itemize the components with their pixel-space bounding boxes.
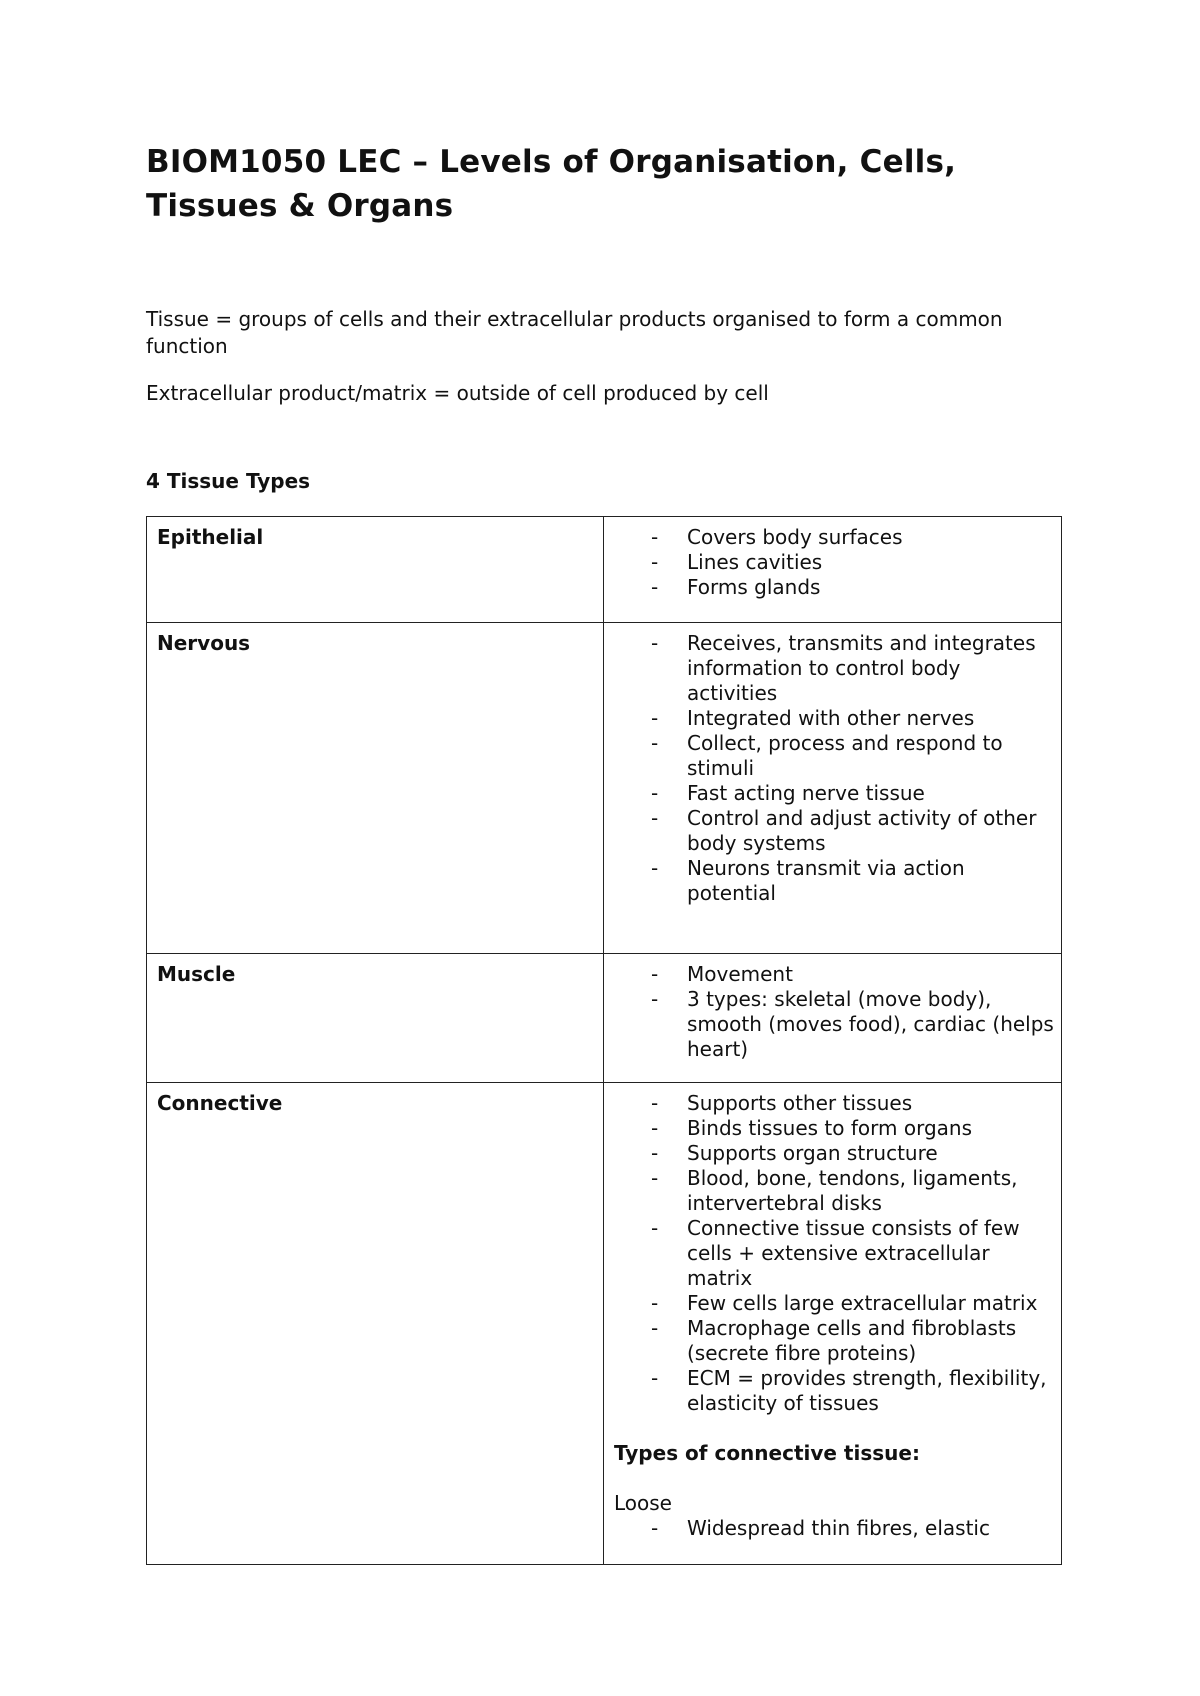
bullet-list — [614, 1516, 1054, 1541]
list-item: - Control and adjust activity of other body systems — [614, 806, 1054, 856]
tissue-name: Epithelial — [157, 525, 264, 549]
list-item: - Few cells large extracellular matrix — [614, 1291, 1054, 1316]
tissue-name: Muscle — [157, 962, 236, 986]
table-row-muscle — [147, 954, 1061, 1083]
list-item: - Receives, transmits and integrates information to control body activities — [614, 631, 1054, 706]
tissue-name: Nervous — [157, 631, 251, 655]
bullet-list — [614, 525, 1054, 600]
bullet-list — [614, 631, 1054, 906]
list-item: - Covers body surfaces — [614, 525, 1054, 550]
table-row-epithelial — [147, 517, 1061, 623]
list-item: - Supports other tissues — [614, 1091, 1054, 1116]
column-divider — [603, 954, 604, 1082]
tissue-definition: Tissue = groups of cells and their extracellular products organised to form a common function — [146, 307, 1003, 358]
section-heading: 4 Tissue Types — [146, 469, 311, 493]
column-divider — [603, 623, 604, 953]
list-item: - Macrophage cells and fibroblasts (secrete fibre proteins) — [614, 1316, 1054, 1366]
tissue-types-table — [146, 516, 1062, 1565]
loose-tissue-label: Loose — [614, 1491, 672, 1515]
column-divider — [603, 1083, 604, 1564]
tissue-description — [614, 525, 1054, 600]
extracellular-definition: Extracellular product/matrix = outside of cell produced by cell — [146, 381, 769, 405]
list-item: - Movement — [614, 962, 1054, 987]
bullet-list — [614, 962, 1054, 1062]
list-item: - Widespread thin fibres, elastic — [614, 1516, 1054, 1541]
list-item: - Collect, process and respond to stimuli — [614, 731, 1054, 781]
tissue-description — [614, 962, 1054, 1062]
list-item: - Neurons transmit via action potential — [614, 856, 1054, 906]
column-divider — [603, 517, 604, 622]
table-row-nervous — [147, 623, 1061, 954]
list-item: - Connective tissue consists of few cells + extensive extracellular matrix — [614, 1216, 1054, 1291]
list-item: - Integrated with other nerves — [614, 706, 1054, 731]
list-item: - Supports organ structure — [614, 1141, 1054, 1166]
list-item: - 3 types: skeletal (move body), smooth (moves food), cardiac (helps heart) — [614, 987, 1054, 1062]
list-item: - Binds tissues to form organs — [614, 1116, 1054, 1141]
list-item: - Forms glands — [614, 575, 1054, 600]
tissue-description — [614, 631, 1054, 906]
list-item: - Lines cavities — [614, 550, 1054, 575]
list-item: - ECM = provides strength, flexibility, elasticity of tissues — [614, 1366, 1054, 1416]
connective-types-heading: Types of connective tissue: — [614, 1441, 920, 1465]
list-item: - Fast acting nerve tissue — [614, 781, 1054, 806]
list-item: - Blood, bone, tendons, ligaments, intervertebral disks — [614, 1166, 1054, 1216]
tissue-name: Connective — [157, 1091, 283, 1115]
bullet-list — [614, 1091, 1054, 1416]
table-row-connective — [147, 1083, 1061, 1564]
tissue-description — [614, 1091, 1054, 1541]
document-title: BIOM1050 LEC – Levels of Organisation, Cells, Tissues & Organs — [146, 144, 957, 224]
